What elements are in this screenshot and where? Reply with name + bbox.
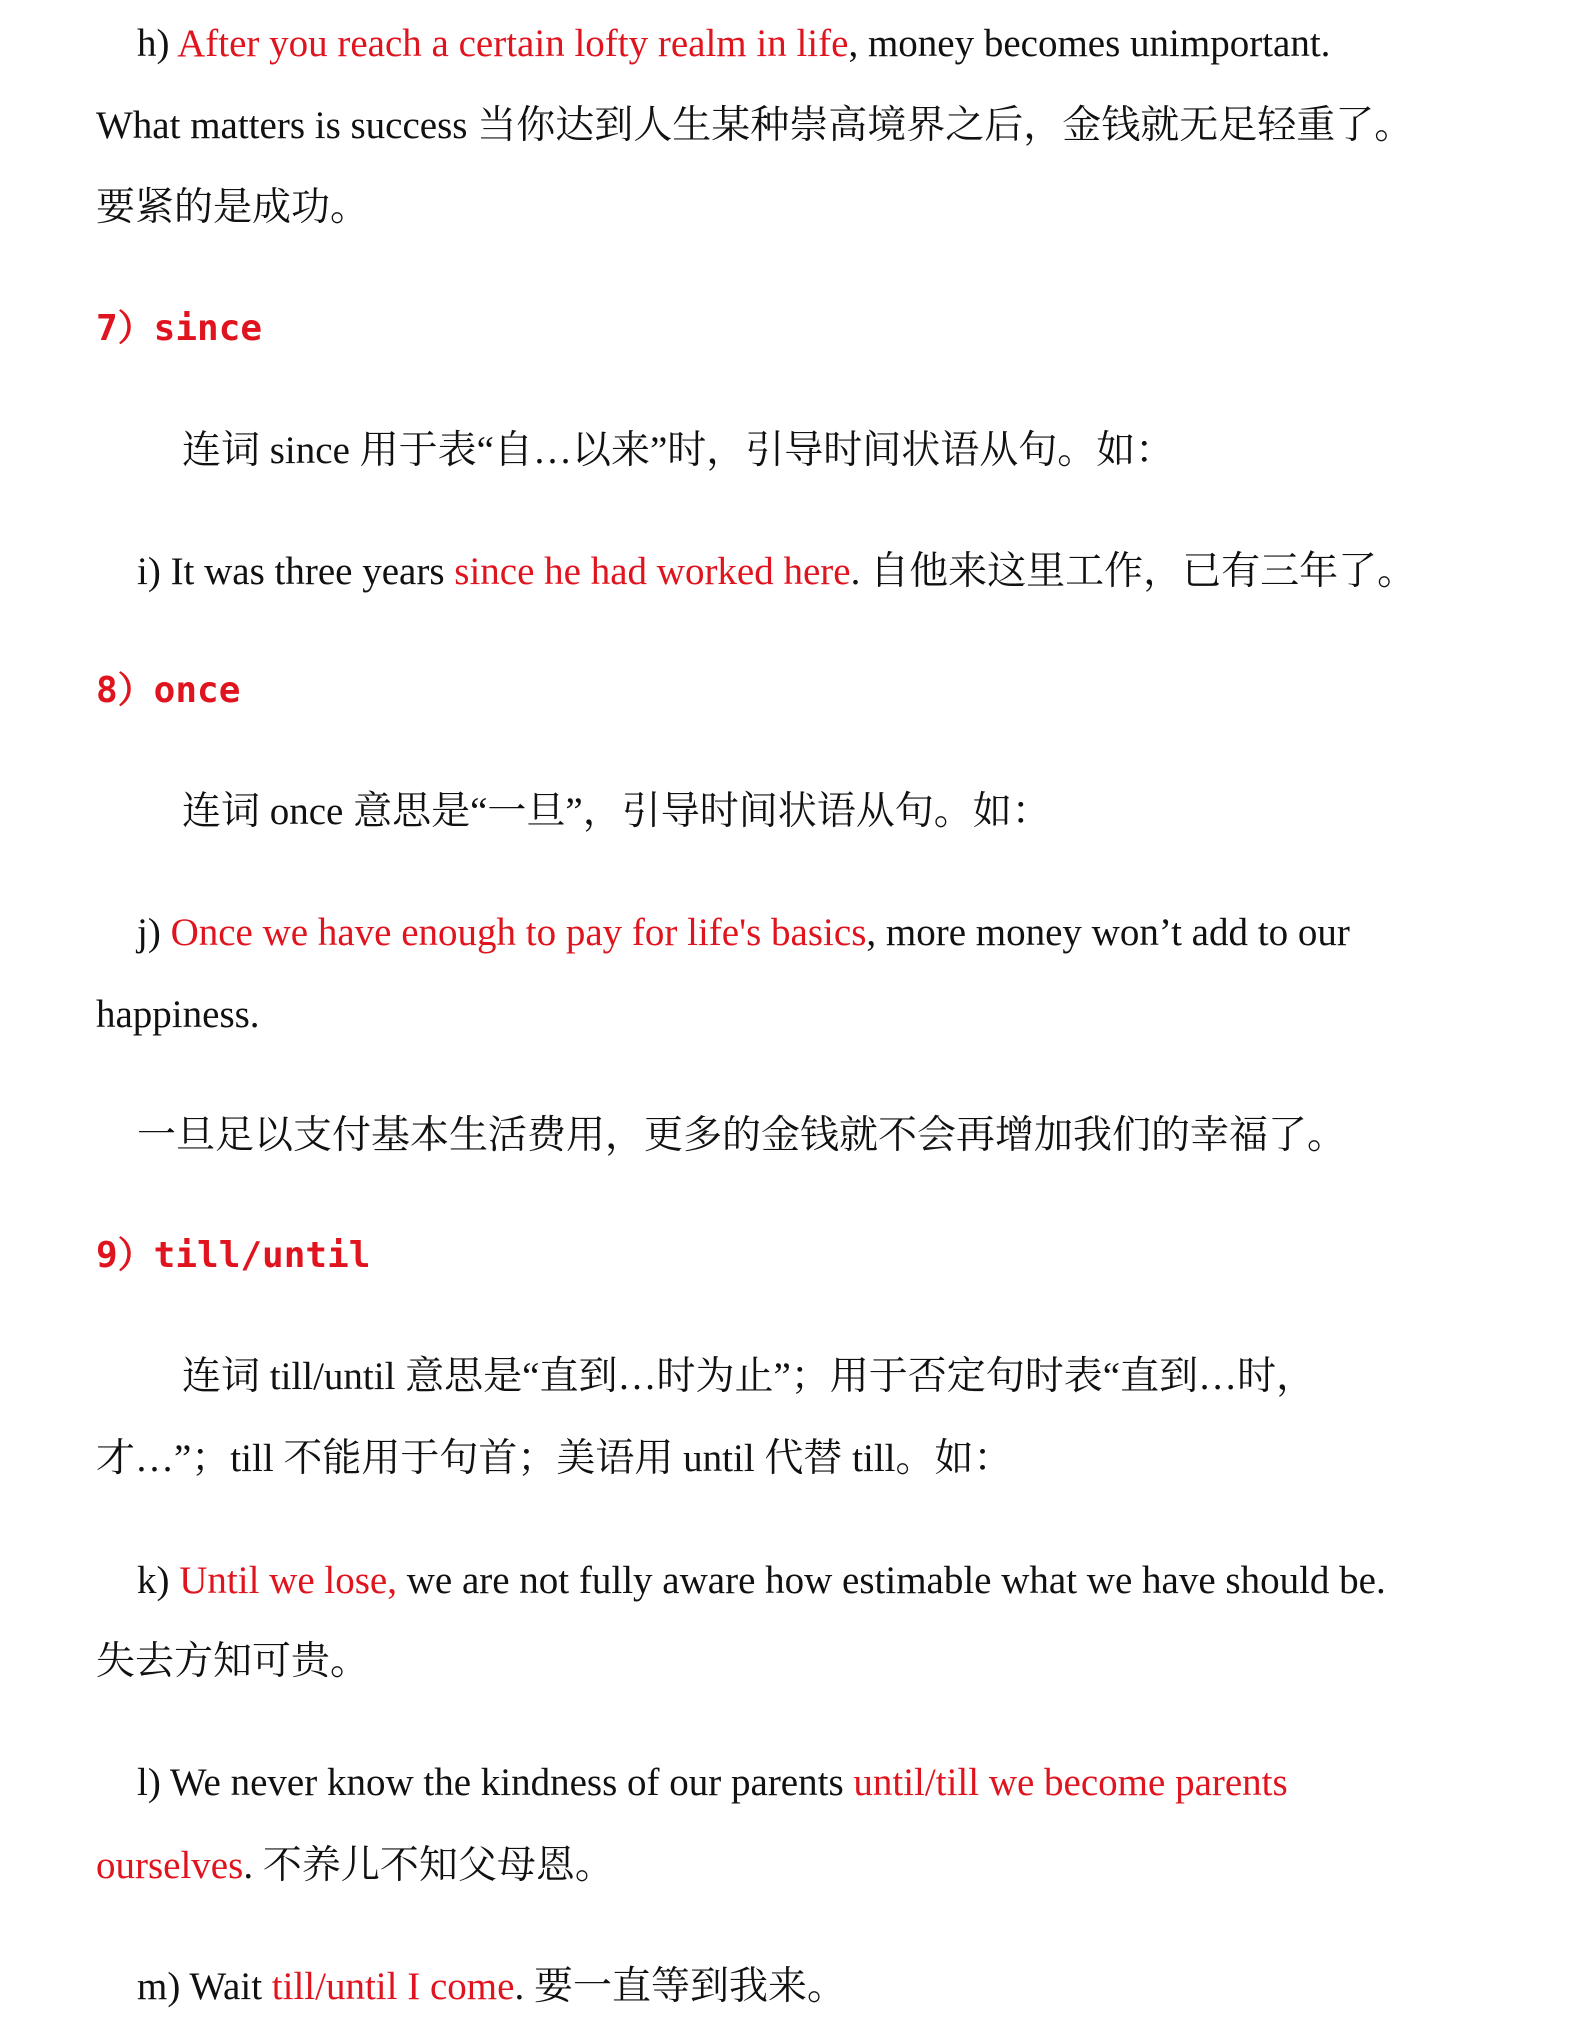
example-h-line1 <box>137 19 1330 69</box>
example-m-pre: m) Wait <box>137 1965 272 2008</box>
example-l-highlight-cont: ourselves <box>96 1844 244 1887</box>
example-h-label: h) <box>137 22 178 65</box>
example-i <box>137 547 1416 597</box>
example-k-label: k) <box>137 1559 180 1602</box>
example-j-rest: , more money won’t add to our <box>866 911 1350 954</box>
section-8-heading: 8）once <box>96 670 241 711</box>
example-j-line2: happiness. <box>96 993 260 1036</box>
section-9-description-line1: 连词 till/until 意思是“直到…时为止”；用于否定句时表“直到…时， <box>182 1355 1316 1398</box>
section-7-description: 连词 since 用于表“自…以来”时，引导时间状语从句。如： <box>182 429 1175 472</box>
example-i-pre: i) It was three years <box>137 550 455 593</box>
example-j-translation: 一旦足以支付基本生活费用，更多的金钱就不会再增加我们的幸福了。 <box>137 1114 1347 1157</box>
example-k-rest: we are not fully aware how estimable what we have should be. <box>396 1559 1386 1602</box>
section-9-heading: 9）till/until <box>96 1235 371 1276</box>
example-i-post: . 自他来这里工作，已有三年了。 <box>850 550 1417 593</box>
example-m-post: . 要一直等到我来。 <box>514 1965 846 2008</box>
example-m-highlight: till/until I come <box>271 1965 515 2008</box>
example-h-rest: , money becomes unimportant. <box>848 22 1331 65</box>
example-l-line2 <box>96 1841 614 1891</box>
example-h-line2: What matters is success 当你达到人生某种崇高境界之后，金钱就无足轻重了。 <box>96 104 1414 147</box>
example-l-post: . 不养儿不知父母恩。 <box>243 1844 614 1887</box>
section-7-heading: 7）since <box>96 308 263 349</box>
example-j-label: j) <box>137 911 171 954</box>
example-k-highlight: Until we lose, <box>179 1559 397 1602</box>
example-l-highlight: until/till we become parents <box>853 1761 1288 1804</box>
section-8-description: 连词 once 意思是“一旦”，引导时间状语从句。如： <box>182 790 1051 833</box>
section-9-description-line2: 才…”；till 不能用于句首；美语用 until 代替 till。如： <box>96 1437 1013 1480</box>
example-l-line1 <box>137 1758 1288 1808</box>
example-m <box>137 1962 846 2012</box>
example-k-line2: 失去方知可贵。 <box>96 1640 370 1683</box>
example-k-line1 <box>137 1556 1386 1606</box>
example-i-highlight: since he had worked here <box>454 550 851 593</box>
example-h-highlight: After you reach a certain lofty realm in life <box>177 22 849 65</box>
example-j-line1 <box>137 908 1350 958</box>
example-h-line3: 要紧的是成功。 <box>96 186 370 229</box>
example-l-pre: l) We never know the kindness of our parents <box>137 1761 854 1804</box>
example-j-highlight: Once we have enough to pay for life's basics <box>170 911 867 954</box>
